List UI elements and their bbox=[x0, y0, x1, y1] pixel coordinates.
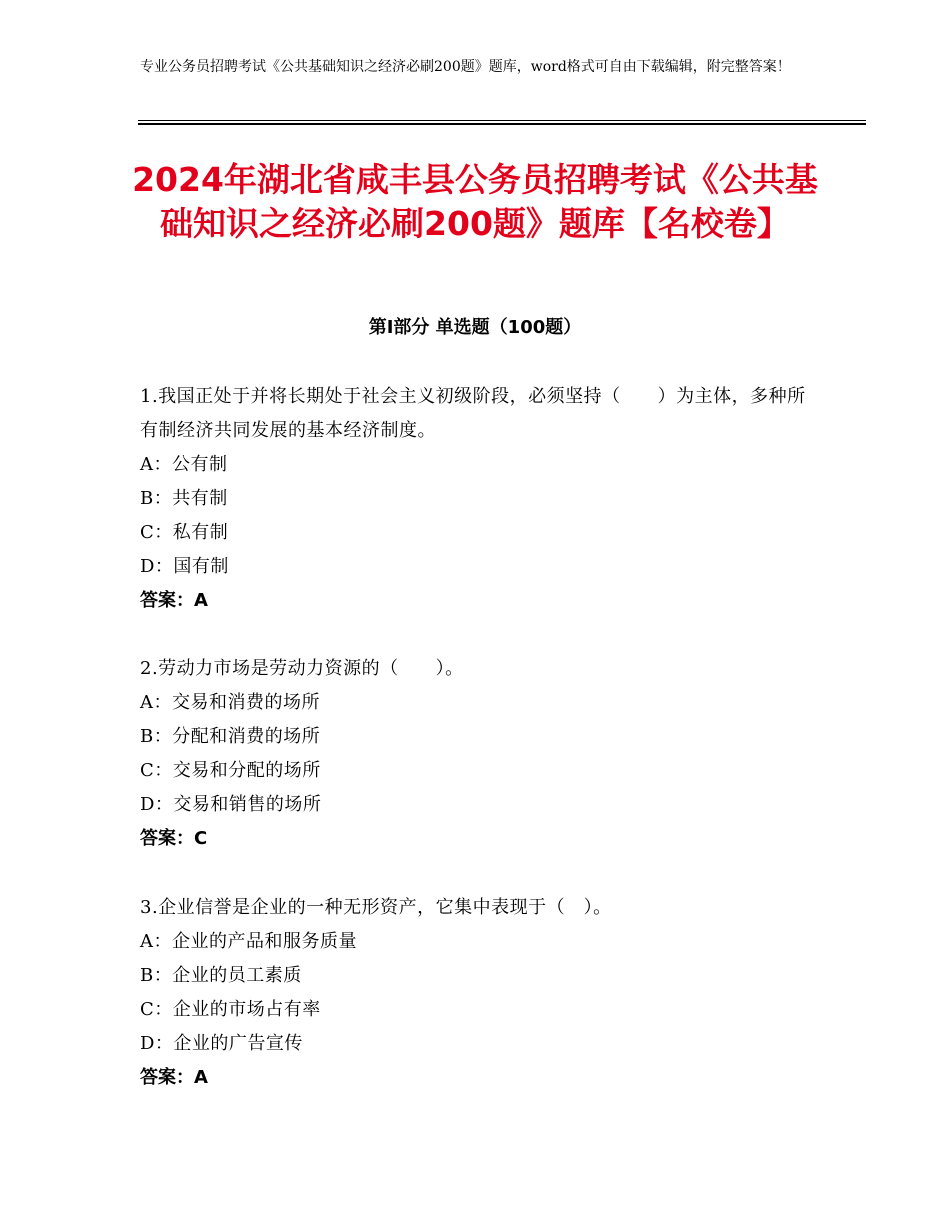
option-a: A：公有制 bbox=[140, 454, 228, 475]
header-note: 专业公务员招聘考试《公共基础知识之经济必刷200题》题库，word格式可自由下载编辑，附完整答案！ bbox=[140, 59, 791, 75]
section-title: 第Ⅰ部分 单选题（100题） bbox=[368, 317, 582, 338]
option-a: A：交易和消费的场所 bbox=[140, 692, 320, 713]
option-b: B：共有制 bbox=[140, 488, 228, 509]
option-c: C：私有制 bbox=[140, 522, 229, 543]
question-1 bbox=[140, 380, 820, 618]
option-c: C：交易和分配的场所 bbox=[140, 760, 321, 781]
question-text: 1.我国正处于并将长期处于社会主义初级阶段，必须坚持（ ）为主体，多种所有制经济共同发展的基本经济制度。 bbox=[140, 386, 806, 441]
answer: 答案：A bbox=[140, 590, 208, 611]
question-2 bbox=[140, 652, 820, 856]
question-text: 2.劳动力市场是劳动力资源的（ ）。 bbox=[140, 658, 464, 679]
option-d: D：企业的广告宣传 bbox=[140, 1033, 303, 1054]
question-3 bbox=[140, 891, 820, 1095]
answer: 答案：C bbox=[140, 828, 208, 849]
option-d: D：交易和销售的场所 bbox=[140, 794, 322, 815]
question-text: 3.企业信誉是企业的一种无形资产，它集中表现于（ ）。 bbox=[140, 897, 612, 918]
option-b: B：企业的员工素质 bbox=[140, 965, 302, 986]
option-b: B：分配和消费的场所 bbox=[140, 726, 321, 747]
header-divider bbox=[138, 120, 866, 125]
option-d: D：国有制 bbox=[140, 556, 229, 577]
option-c: C：企业的市场占有率 bbox=[140, 999, 321, 1020]
answer: 答案：A bbox=[140, 1067, 208, 1088]
document-title: 2024年湖北省咸丰县公务员招聘考试《公共基础知识之经济必刷200题》题库【名校卷】 bbox=[132, 160, 818, 243]
option-a: A：企业的产品和服务质量 bbox=[140, 931, 357, 952]
